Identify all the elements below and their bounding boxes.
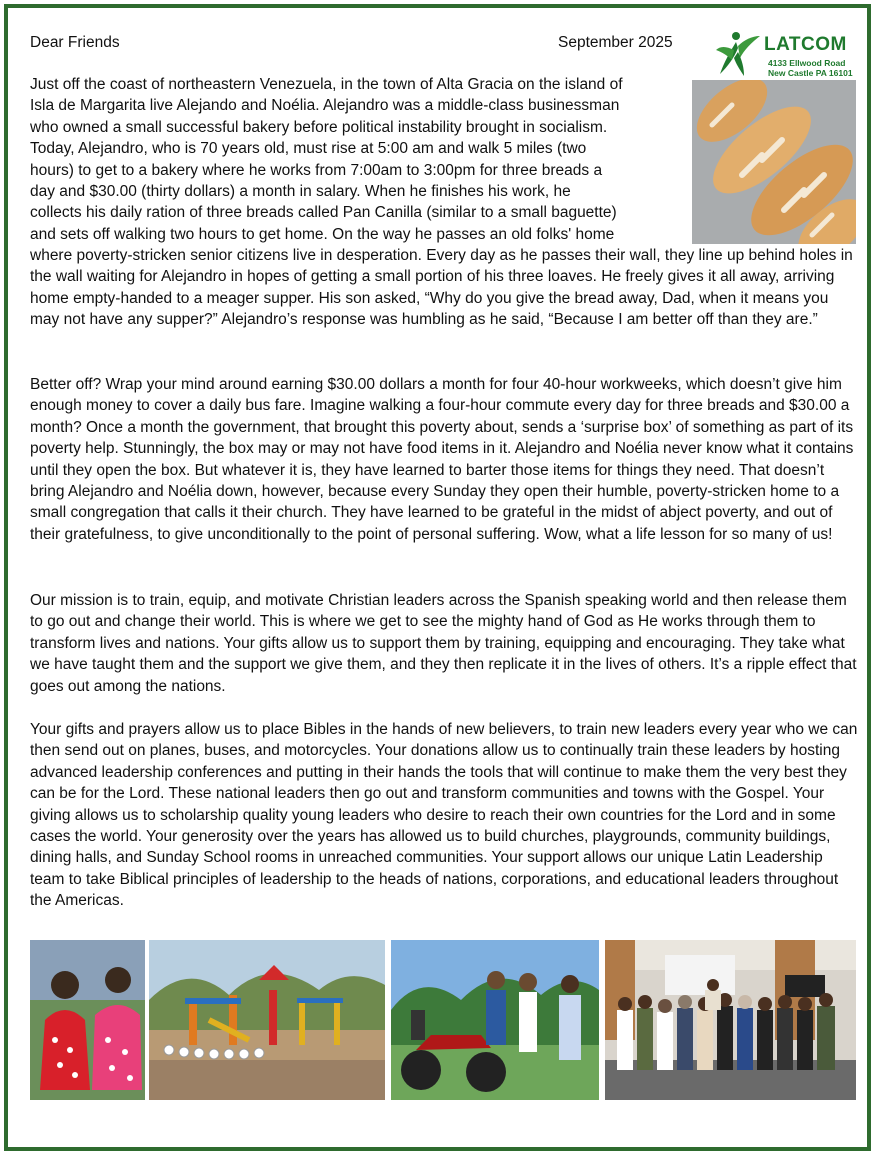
latcom-logo [714, 28, 862, 80]
intro-paragraph [30, 74, 680, 245]
intro-line: day and $30.00 (thirty dollars) a month in salary. When he finishes his work, he [30, 183, 571, 201]
bread-loaves-photo [692, 80, 856, 244]
logo-address-line2: New Castle PA 16101 [768, 68, 853, 78]
logo-address-line1: 4133 Ellwood Road [768, 58, 846, 68]
children-photo [30, 940, 145, 1100]
intro-line: and sets off walking two hours to get home. On the way he passes an old folks' home [30, 225, 615, 243]
motorcycle-photo [391, 940, 599, 1100]
letter-page [4, 4, 871, 1151]
playground-photo [149, 940, 385, 1100]
paragraph-better-off: Better off? Wrap your mind around earning $30.00 dollars a month for four 40-hour workweeks, which doesn’t give him enough money to cover a daily bus fare. Imagine walking a four-hour commute every day for three breads and $30.00 a month? Once a month the government, that brought this poverty about, sends a ‘surprise box’ of something as part of its poverty help. Stunningly, the box may or may not have food items in it. Alejandro and Noélia never know what it contains until they open the box. But whatever it is, they have learned to barter those items for things they need. That doesn’t bring Alejandro and Noélia down, however, because every Sunday they open their humble, poverty-stricken home to a small congregation that calls it their church. They have learned to be grateful in the midst of abject poverty, and out of their gratefulness, to give unconditionally to the point of personal suffering. Wow, what a life lesson for so many of us! [30, 376, 854, 543]
paragraph-gifts: Your gifts and prayers allow us to place Bibles in the hands of new believers, to train new leaders every year who we can then send out on planes, buses, and motorcycles. Your donations allow us to continually train these leaders by hosting advanced leadership conferences and putting in their hands the tools that will continue to make them the very best they can be for the Lord. These national leaders then go out and transform communities and towns with the Gospel. Your giving allows us to scholarship quality young leaders who desire to reach their own countries for the Lord and in some cases the world. Your generosity over the years has allowed us to build churches, playgrounds, community buildings, dining halls, and Sunday School rooms in unreached communities. Your support allows our unique Latin Leadership team to take Biblical principles of leadership to the heads of nations, corporations, and educational leaders throughout the Americas. [30, 721, 858, 910]
intro-line: collects his daily ration of three breads called Pan Canilla (similar to a small baguette) [30, 204, 617, 222]
intro-line: Isla de Margarita live Alejando and Noélia. Alejandro was a middle-class businessman [30, 97, 620, 115]
logo-name: LATCOM [764, 34, 847, 55]
letter-date: September 2025 [558, 34, 673, 51]
intro-paragraph-continued: where poverty-stricken senior citizens live in desperation. Every day as he passes their wall, they line up behind holes in the wall waiting for Alejandro in hopes of getting a small portion of his three loaves. He freely gives it all away, arriving home empty-handed to a meager supper. His son asked, “Why do you give the bread away, Dad, when it means you may not have any supper?” Alejandro’s response was humbling as he said, “Because I am better off than they are.” [30, 247, 853, 329]
intro-line: Today, Alejandro, who is 70 years old, must rise at 5:00 am and walk 5 miles (two [30, 140, 587, 158]
leaders-group-photo [605, 940, 856, 1100]
intro-line: who owned a small successful bakery before political instability brought in socialism. [30, 118, 608, 136]
people-leaf-logo-icon [714, 28, 762, 78]
intro-line: hours) to get to a bakery where he works from 7:00am to 3:00pm for three breads a [30, 161, 603, 179]
salutation: Dear Friends [30, 34, 120, 51]
paragraph-mission: Our mission is to train, equip, and motivate Christian leaders across the Spanish speaking world and then release them to go out and change their world. This is where we get to see the mighty hand of God as He works through them to transform lives and nations. Your gifts allow us to support them by training, equipping and encouraging. They take what we have taught them and the support we give them, and they then replicate it in the lives of others. It’s a ripple effect that goes out among the nations. [30, 592, 857, 695]
intro-line: Just off the coast of northeastern Venezuela, in the town of Alta Gracia on the island of [30, 76, 623, 93]
